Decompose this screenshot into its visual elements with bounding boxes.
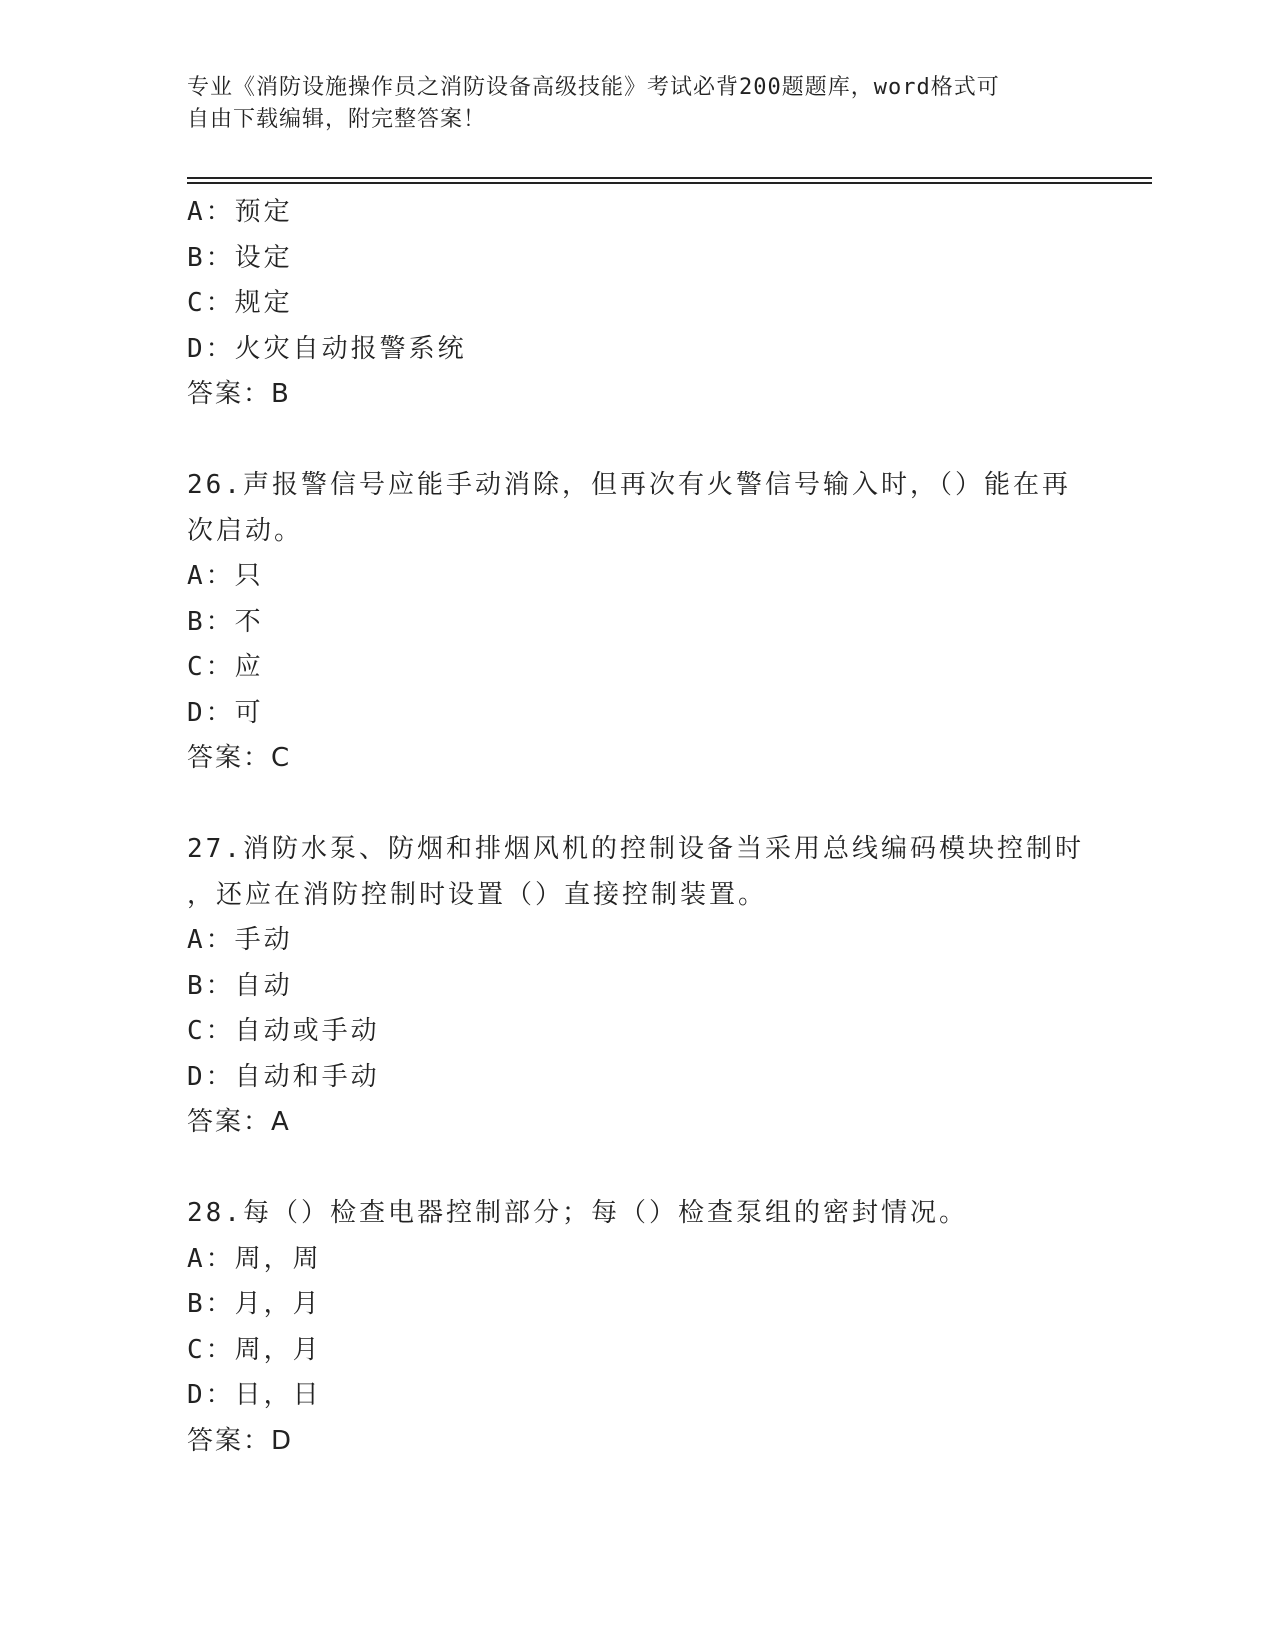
question-list <box>187 190 1087 1464</box>
option-d: D：火灾自动报警系统 <box>187 333 467 364</box>
option-a: A：只 <box>187 561 264 591</box>
spacer <box>187 418 1087 464</box>
question-28 <box>187 1191 1087 1464</box>
option-a: A：手动 <box>187 925 293 955</box>
answer-line: 答案：D <box>187 1425 294 1456</box>
question-stem-continued: ，还应在消防控制时设置（）直接控制装置。 <box>187 879 768 910</box>
option-c: C：规定 <box>187 288 293 318</box>
option-c: C：周，月 <box>187 1334 322 1365</box>
option-b: B：自动 <box>187 970 293 1001</box>
spacer <box>187 782 1087 828</box>
question-stem: 28.每（）检查电器控制部分；每（）检查泵组的密封情况。 <box>187 1198 968 1228</box>
option-b: B：不 <box>187 606 264 637</box>
header-line-1: 专业《消防设施操作员之消防设备高级技能》考试必背200题题库，word格式可 <box>187 75 1000 100</box>
answer-line: 答案：B <box>187 379 291 409</box>
header-divider-bottom <box>187 182 1152 184</box>
spacer <box>187 1146 1087 1192</box>
question-stem: 27.消防水泵、防烟和排烟风机的控制设备当采用总线编码模块控制时 <box>187 834 1084 864</box>
option-b: B：月，月 <box>187 1289 322 1319</box>
option-c: C：应 <box>187 652 264 682</box>
header-line-2: 自由下载编辑，附完整答案！ <box>187 107 487 132</box>
header-divider-top <box>187 177 1152 179</box>
answer-line: 答案：A <box>187 1107 291 1137</box>
option-b: B：设定 <box>187 242 293 273</box>
option-d: D：可 <box>187 697 264 728</box>
question-27 <box>187 827 1087 1146</box>
option-a: A：预定 <box>187 197 293 227</box>
option-a: A：周，周 <box>187 1243 322 1274</box>
option-c: C：自动或手动 <box>187 1016 380 1046</box>
question-26 <box>187 463 1087 782</box>
question-25 <box>187 190 1087 418</box>
option-d: D：自动和手动 <box>187 1061 380 1092</box>
option-d: D：日，日 <box>187 1380 322 1410</box>
question-stem: 26.声报警信号应能手动消除，但再次有火警信号输入时，（）能在再 <box>187 470 1071 500</box>
document-header <box>187 72 1067 136</box>
question-stem-continued: 次启动。 <box>187 515 304 546</box>
answer-line: 答案：C <box>187 743 292 773</box>
